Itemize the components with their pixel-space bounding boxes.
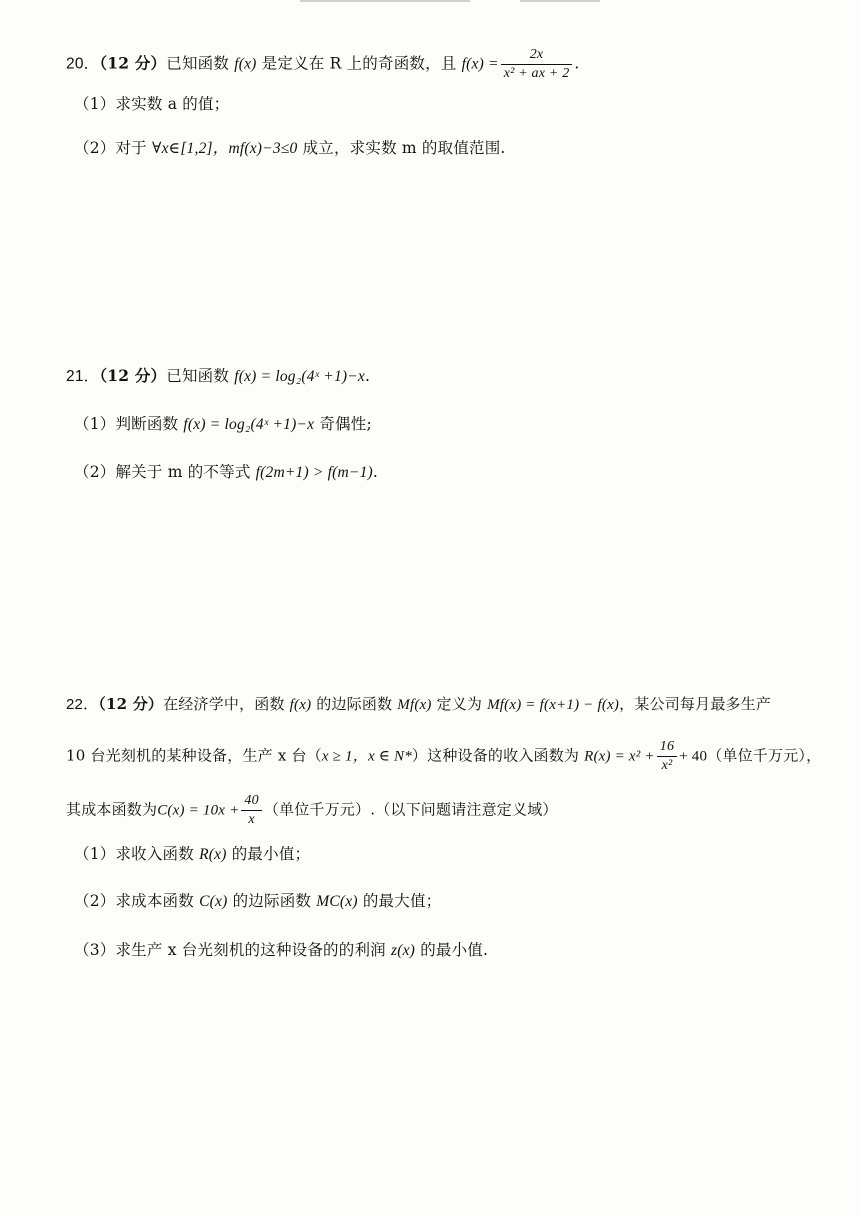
q21-part1-text-b: 奇偶性;: [319, 415, 372, 433]
q22-part3-text-b: 的最小值.: [420, 941, 489, 959]
q20-end: .: [574, 54, 580, 73]
q20-stem-text-a: 已知函数: [166, 54, 230, 73]
q21-part1-math: f(x) = log₂(4ˣ +1)−x: [183, 416, 315, 433]
q22-part2-text-c: 的最大值；: [362, 892, 442, 910]
q22-line3-fraction-denominator: x: [248, 812, 255, 827]
q20-part2-text-a: （2）对于: [74, 139, 147, 157]
q20-fraction-denominator: x² + ax + 2: [503, 66, 570, 81]
q21-part1-text-a: （1）判断函数: [74, 415, 179, 433]
q20-part2: [74, 136, 506, 161]
q22-number: 22．: [66, 696, 99, 713]
q22-line1-text-c: 定义为: [436, 695, 483, 713]
q22-line3-fraction: [241, 792, 261, 829]
q20-fraction-numerator: 2x: [501, 46, 573, 65]
q21-points: （12 分）: [99, 366, 167, 385]
q22-part2-text-b: 的边际函数: [232, 892, 312, 910]
q21-stem: [66, 364, 370, 389]
q22-line1-mf: Mf(x): [397, 697, 432, 713]
q21-stem-math: f(x) = log₂(4ˣ +1)−x: [234, 368, 366, 385]
q22-part2-cost: C(x): [199, 893, 228, 910]
scan-artifact: [300, 0, 470, 2]
q22-line3: [66, 792, 558, 829]
q21-end: .: [365, 367, 371, 385]
q22-part3-text-a: （3）求生产 x 台光刻机的这种设备的的利润: [74, 941, 386, 959]
q22-part3: [74, 938, 488, 963]
q21-part2-text-a: （2）解关于 m 的不等式: [74, 463, 251, 481]
q21-stem-text-a: 已知函数: [166, 367, 230, 385]
q21-part2-math: f(2m+1) > f(m−1): [255, 464, 373, 481]
q22-part1-math: R(x): [199, 846, 227, 863]
q20-points: （12 分）: [99, 53, 167, 73]
q20-part1: （1）求实数 a 的值；: [74, 95, 230, 113]
q20-number: 20．: [66, 55, 100, 73]
q22-part1-text-b: 的最小值；: [231, 845, 311, 863]
q20-fraction: [501, 46, 573, 83]
q22-part1-text-a: （1）求收入函数: [74, 845, 194, 863]
q22-line1-definition: Mf(x) = f(x+1) − f(x): [487, 697, 620, 713]
q22-line2-condition: x ≥ 1，x ∈ N*: [321, 748, 412, 765]
q22-line2-text-a: 10 台光刻机的某种设备，生产 x 台（: [66, 746, 322, 765]
q22-line2-fraction-denominator: x²: [661, 758, 673, 773]
q22-part2: [74, 889, 441, 914]
q20-lhs: f(x) =: [461, 55, 499, 73]
q22-part1: [74, 842, 310, 867]
q22-part2-marginal-cost: MC(x): [316, 893, 358, 910]
q22-points: （12 分）: [98, 695, 164, 713]
q21-part2: [74, 460, 378, 485]
q20-part2-math: ∀x∈[1,2]，mf(x)−3≤0: [152, 140, 298, 157]
q22-line1-f: f(x): [289, 697, 312, 713]
q22-part2-text-a: （2）求成本函数: [74, 892, 194, 910]
q20-stem: [66, 46, 580, 83]
q22-line2-unit: （单位千万元），: [707, 746, 822, 765]
q22-line2-fraction: [657, 738, 677, 775]
q22-line2-constant: + 40: [679, 748, 708, 765]
q22-line1-text-a: 在经济学中，函数: [163, 695, 285, 713]
q22-line1: [66, 692, 771, 717]
q22-part3-profit: z(x): [391, 942, 416, 959]
q21-part1: [74, 412, 372, 437]
q22-line2-text-b: ）这种设备的收入函数为: [411, 746, 580, 765]
scan-artifact: [520, 0, 600, 2]
q20-stem-text-b: 是定义在 R 上的奇函数，且: [261, 54, 457, 73]
q20-fx: f(x): [234, 55, 257, 73]
q22-line1-text-d: ，某公司每月最多生产: [619, 695, 772, 713]
q20-part2-text-b: 成立，求实数 m 的取值范围.: [302, 139, 506, 157]
q22-line3-text-a: 其成本函数为: [66, 800, 158, 819]
q22-line3-cost: C(x) = 10x +: [157, 802, 240, 819]
q22-line2-revenue: R(x) = x² +: [584, 748, 655, 765]
q22-line2: [66, 738, 821, 775]
q22-line3-unit: （单位千万元）.（以下问题请注意定义域）: [263, 800, 558, 819]
q22-line1-text-b: 的边际函数: [316, 695, 393, 713]
q22-line2-fraction-numerator: 16: [657, 738, 677, 757]
q21-number: 21．: [66, 368, 100, 385]
q21-part2-text-b: .: [372, 463, 379, 481]
q22-line3-fraction-numerator: 40: [241, 792, 261, 811]
